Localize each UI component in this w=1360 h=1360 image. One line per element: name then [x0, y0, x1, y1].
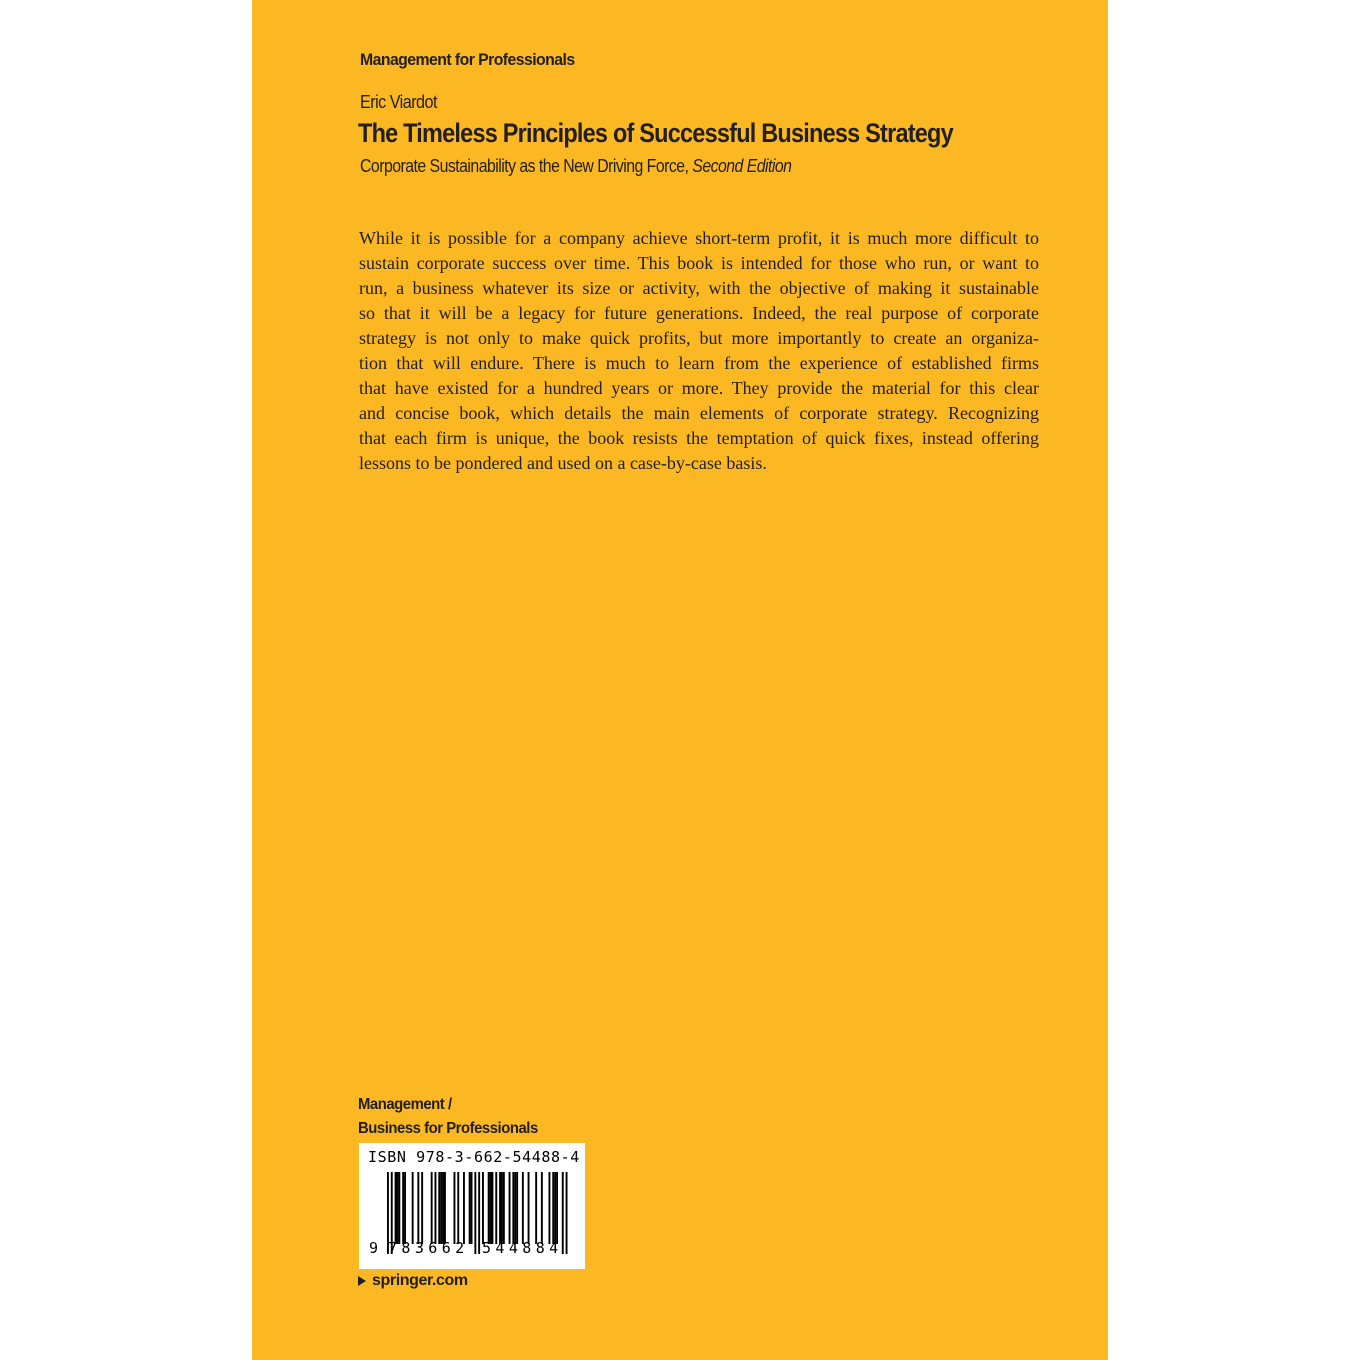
- barcode-bar: [478, 1172, 480, 1254]
- barcode-bar: [474, 1172, 476, 1254]
- barcode-bar: [554, 1172, 556, 1244]
- description-line: While it is possible for a company achieve short-term profit, it is much more difficult to: [359, 228, 1039, 248]
- description-line: lessons to be pondered and used on a case-by-case basis.: [359, 453, 767, 473]
- barcode-bar: [541, 1172, 543, 1244]
- description-line: sustain corporate success over time. This book is intended for those who run, or want to: [359, 253, 1039, 273]
- book-title: The Timeless Principles of Successful Business Strategy: [358, 118, 953, 148]
- book-description: [359, 226, 1039, 476]
- isbn-barcode: [359, 1143, 585, 1269]
- ean-left-group: 783662: [388, 1239, 469, 1257]
- subject-category: [358, 1093, 538, 1141]
- barcode-bar: [431, 1172, 433, 1244]
- barcode-bar: [482, 1172, 484, 1244]
- publisher-website[interactable]: [358, 1272, 468, 1290]
- barcode-bar: [556, 1172, 558, 1244]
- barcode-bar: [522, 1172, 524, 1244]
- barcode-bar: [499, 1172, 501, 1244]
- description-line: run, a business whatever its size or activity, with the objective of making it sustainable: [359, 278, 1039, 298]
- category-line: Management /: [358, 1096, 452, 1113]
- barcode-bar: [495, 1172, 497, 1244]
- barcode-bar: [528, 1172, 530, 1244]
- description-line: strategy is not only to make quick profits, but more importantly to create an organiza-: [359, 328, 1039, 348]
- barcode-bar: [492, 1172, 494, 1244]
- description-line: that have existed for a hundred years or more. They provide the material for this clear: [359, 378, 1039, 398]
- barcode-bar: [454, 1172, 456, 1244]
- barcode-bar: [417, 1172, 419, 1244]
- barcode-bar: [412, 1172, 414, 1244]
- barcode-bar: [503, 1172, 505, 1244]
- barcode-bar: [512, 1172, 514, 1244]
- barcode-bar: [457, 1172, 459, 1244]
- author-name: Eric Viardot: [360, 92, 437, 112]
- barcode-bar: [398, 1172, 400, 1244]
- barcode-bar: [421, 1172, 423, 1244]
- description-line: and concise book, which details the main elements of corporate strategy. Recognizing: [359, 403, 1039, 423]
- barcode-bar: [549, 1172, 551, 1244]
- ean-first-digit: 9: [369, 1239, 379, 1257]
- description-line: so that it will be a legacy for future generations. Indeed, the real purpose of corporate: [359, 303, 1039, 323]
- barcode-bar: [438, 1172, 440, 1244]
- book-back-cover: [252, 0, 1108, 1360]
- barcode-bar: [442, 1172, 444, 1244]
- barcode-bar: [535, 1172, 537, 1244]
- barcode-bar: [404, 1172, 406, 1244]
- description-line: tion that will endure. There is much to learn from the experience of established firms: [359, 353, 1039, 373]
- barcode-bar: [440, 1172, 442, 1244]
- barcode-bar: [395, 1172, 397, 1244]
- barcode-bar: [444, 1172, 446, 1244]
- barcode-bar: [516, 1172, 518, 1244]
- barcode-bar: [490, 1172, 492, 1244]
- barcode-bar: [488, 1172, 490, 1244]
- subtitle-text: Corporate Sustainability as the New Driving Force,: [360, 156, 689, 176]
- edition-label: Second Edition: [692, 156, 792, 176]
- website-label: springer.com: [372, 1272, 468, 1289]
- barcode-bar: [509, 1172, 511, 1244]
- description-line: that each firm is unique, the book resists the temptation of quick fixes, instead offering: [359, 428, 1039, 448]
- book-subtitle: [360, 156, 791, 177]
- arrow-right-icon: [358, 1276, 366, 1286]
- isbn-number: ISBN 978-3-662-54488-4: [368, 1148, 580, 1166]
- barcode-bar: [463, 1172, 465, 1244]
- barcode-bar: [469, 1172, 471, 1244]
- barcode-bar: [514, 1172, 516, 1244]
- barcode-bar: [435, 1172, 437, 1244]
- category-line: Business for Professionals: [358, 1120, 538, 1137]
- series-name: Management for Professionals: [360, 50, 575, 69]
- barcode-bar: [402, 1172, 404, 1244]
- barcode-bar: [552, 1172, 554, 1244]
- barcode-bar: [471, 1172, 473, 1244]
- barcode-bar: [566, 1172, 568, 1254]
- ean-right-group: 544884: [482, 1239, 563, 1257]
- barcode-bar: [501, 1172, 503, 1244]
- barcode-bar: [397, 1172, 399, 1244]
